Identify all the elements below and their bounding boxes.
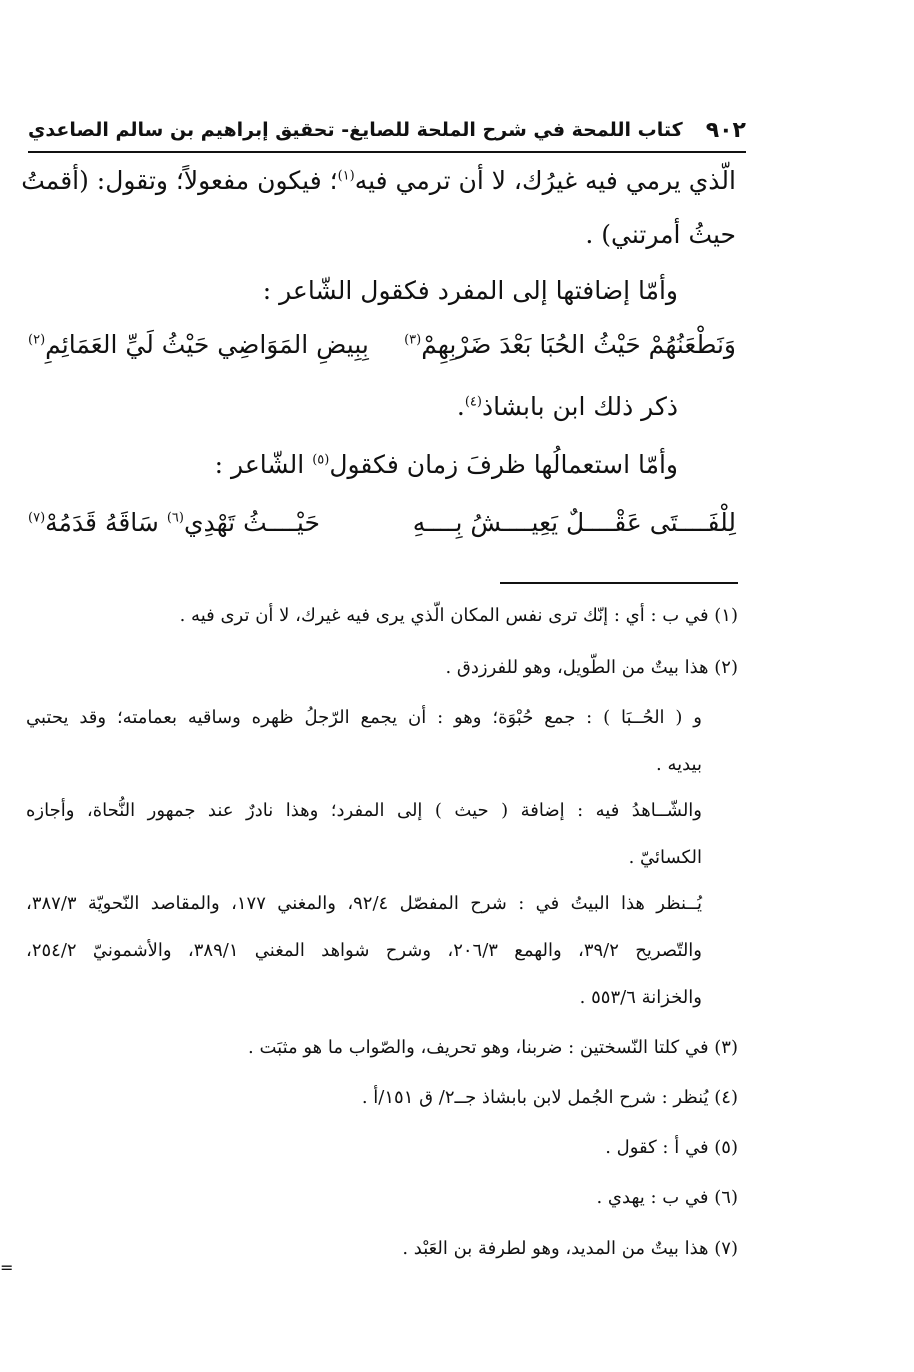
footnote-ref[interactable]: (٧) (28, 510, 46, 526)
verse-2-first-hemistich: لِلْفَــــتَى عَقْــــلٌ يَعِيــــشُ بِــــهِ (412, 508, 736, 537)
running-header (28, 112, 746, 148)
footnote-2-line-4: والشّــاهدُ فيه : إضافة ( حيث ) إلى المفرد؛ وهذا نادرٌ عند جمهور النُّحاة، وأجازه (26, 800, 702, 821)
verse-2-second-hemistich: حَيْــــثُ تَهْدِي$^{(٦)}$ سَاقَهُ قَدَمُهْ$^{(٧)}$ (28, 508, 320, 537)
edge-mark: = (0, 1258, 14, 1277)
footnote-ref[interactable]: (٦) (166, 510, 184, 526)
main-text (21, 162, 736, 562)
body-line-3: وأمّا إضافتها إلى المفرد فكقول الشّاعر : (262, 276, 678, 305)
footnote-2-line-6: يُــنظر هذا البيتُ في : شرح المفصّل ٩٢/٤، والمغني ١٧٧، والمقاصد النّحويّة ٣٨٧/٣، (26, 893, 702, 914)
footnote-3: (٣) في كلتا النّسختين : ضربنا، وهو تحريف، والصّواب ما هو مثبَت . (248, 1037, 738, 1058)
verse-2 (28, 508, 736, 548)
footnote-separator (500, 582, 738, 584)
footnote-ref[interactable]: (٤) (464, 394, 482, 410)
footnote-5: (٥) في أ : كقول . (605, 1137, 738, 1158)
footnote-ref[interactable]: (٣) (404, 332, 422, 348)
footnote-4: (٤) يُنظر : شرح الجُمل لابن بابشاذ جــ٢/ ق ١٥١/أ . (361, 1087, 738, 1108)
footnote-2: (٢) هذا بيتٌ من الطّويل، وهو للفرزدق . (445, 657, 738, 678)
header-rule (28, 151, 746, 153)
footnote-6: (٦) في ب : يهدي . (596, 1187, 738, 1208)
body-line-5: ذكر ذلك ابن بابشاذ$^{(٤)}$. (456, 392, 678, 421)
verse-1 (28, 330, 736, 370)
verse-1-second-hemistich: بِبِيضِ المَوَاضِي حَيْثُ لَيِّ العَمَائِمِ$^{(٢)}$ (28, 330, 369, 359)
verse-1-first-hemistich: وَنَطْعَنُهُمْ حَيْثُ الحُبَا بَعْدَ ضَرْبِهِمْ$^{(٣)}$ (404, 330, 736, 359)
body-line-2: حيثُ أمرتني) . (585, 220, 736, 249)
footnote-7: (٧) هذا بيتٌ من المديد، وهو لطرفة بن العَبْد . (402, 1238, 738, 1259)
footnote-ref[interactable]: (١) (337, 168, 355, 184)
footnote-1: (١) في ب : أي : إنّك ترى نفس المكان الّذي يرى فيه غيرك، لا أن ترى فيه . (179, 605, 738, 626)
footnote-2-line-3: بيديه . (656, 754, 702, 775)
header-title: كتاب اللمحة في شرح الملحة للصايغ- تحقيق إبراهيم بن سالم الصاعدي (28, 119, 683, 141)
footnote-2-line-2: و ( الحُــبَا ) : جمع حُبْوَة؛ وهو : أن يجمع الرّجلُ ظهره وساقيه بعمامته؛ وقد يحتبي (26, 707, 702, 728)
body-line-1: الّذي يرمي فيه غيرُك، لا أن ترمي فيه$^{(١)}$؛ فيكون مفعولاً؛ وتقول: (أقمتُ (21, 166, 736, 195)
footnote-ref[interactable]: (٥) (312, 452, 330, 468)
footnote-2-line-8: والخزانة ٥٥٣/٦ . (579, 987, 702, 1008)
footnote-2-line-5: الكسائيّ . (628, 847, 702, 868)
page-number: ٩٠٢ (705, 117, 746, 143)
body-line-6: وأمّا استعمالُها ظرفَ زمان فكقول$^{(٥)}$ الشّاعر : (214, 450, 678, 479)
footnote-2-line-7: والتّصريح ٣٩/٢، والهمع ٢٠٦/٣، وشرح شواهد المغني ٣٨٩/١، والأشمونيّ ٢٥٤/٢، (26, 940, 702, 961)
footnote-ref[interactable]: (٢) (28, 332, 46, 348)
